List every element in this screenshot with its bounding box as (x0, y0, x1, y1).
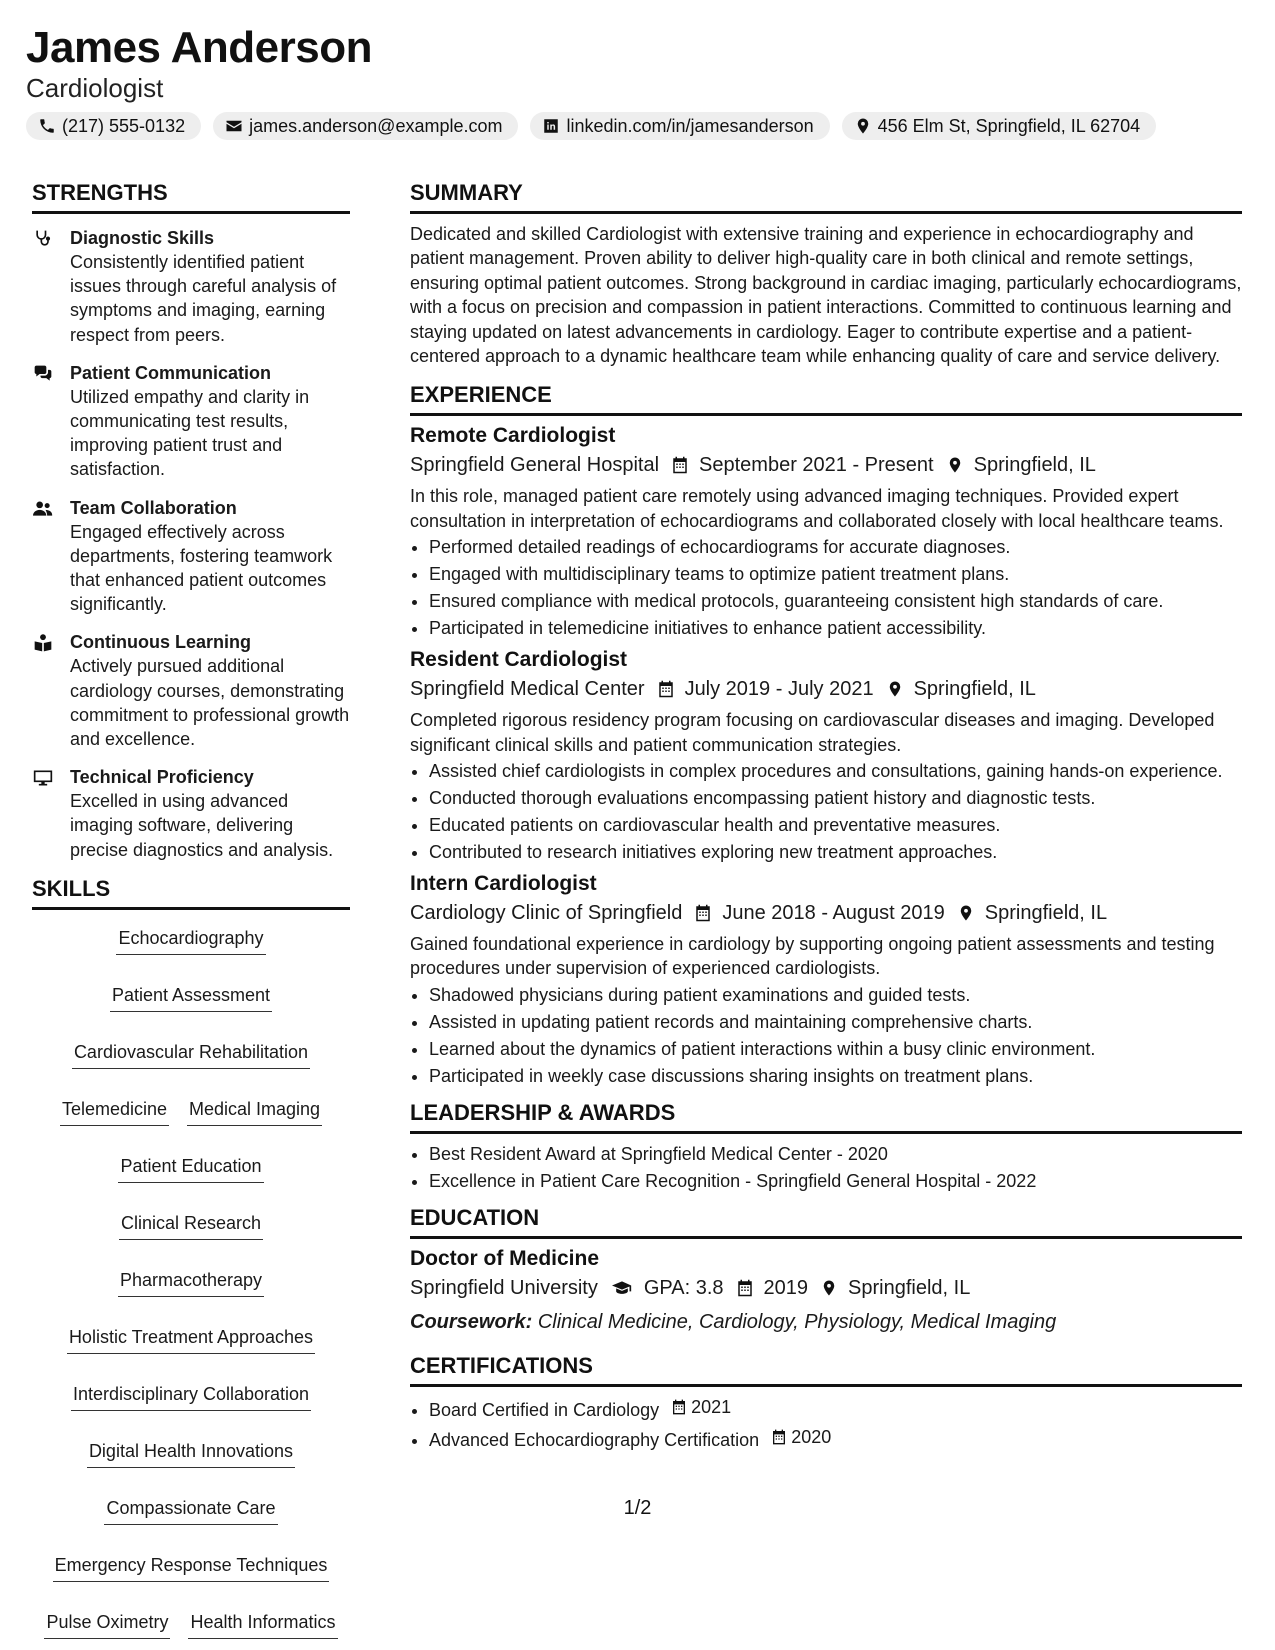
summary-heading: SUMMARY (410, 180, 1242, 214)
calendar-icon (671, 455, 689, 475)
skill-tag: Holistic Treatment Approaches (67, 1325, 315, 1354)
linkedin-chip[interactable] (530, 112, 829, 140)
skills-heading: SKILLS (32, 876, 350, 910)
job-bullets (410, 535, 1242, 640)
stethoscope-icon (32, 229, 54, 249)
awards-list (410, 1142, 1242, 1193)
awards-heading: LEADERSHIP & AWARDS (410, 1100, 1242, 1134)
job-meta (410, 674, 1242, 704)
cert-year: 2020 (791, 1426, 832, 1447)
list-item: • Engaged with multidisciplinary teams to optimize patient treatment plans. (429, 562, 1242, 586)
job-entry (410, 870, 1242, 1088)
job-position: Remote Cardiologist (410, 424, 616, 448)
job-position: Resident Cardiologist (410, 648, 628, 672)
skill-tag: Interdisciplinary Collaboration (71, 1382, 311, 1411)
list-item: • Shadowed physicians during patient examinations and guided tests. (429, 983, 1242, 1007)
job-bullets (410, 983, 1242, 1088)
phone-chip[interactable] (26, 112, 201, 140)
school-location: Springfield, IL (848, 1276, 971, 1299)
education-section (410, 1205, 1242, 1337)
list-item: • Learned about the dynamics of patient interactions within a busy clinic environment. (429, 1037, 1242, 1061)
job-meta (410, 450, 1242, 480)
list-item: • Ensured compliance with medical protocols, guaranteeing consistent high standards of care. (429, 589, 1242, 613)
strength-desc: Utilized empathy and clarity in communicating test results, improving patient trust and satisfaction. (70, 386, 310, 480)
job-location: Springfield, IL (973, 454, 1096, 477)
address-chip[interactable] (842, 112, 1157, 140)
list-item: • Participated in telemedicine initiatives to enhance patient accessibility. (429, 616, 1242, 640)
job-entry (410, 422, 1242, 640)
job-dates: June 2018 - August 2019 (722, 902, 945, 925)
skill-tag: Echocardiography (116, 926, 265, 955)
desktop-icon (32, 768, 54, 788)
strength-desc: Actively pursued additional cardiology courses, demonstrating commitment to professional growth and excellence. (70, 656, 350, 750)
strength-name: Team Collaboration (70, 497, 237, 518)
book-reader-icon (32, 633, 54, 653)
address-text: 456 Elm St, Springfield, IL 62704 (877, 116, 1141, 136)
map-marker-icon (957, 903, 975, 923)
certifications-heading: CERTIFICATIONS (410, 1353, 1242, 1387)
job-location: Springfield, IL (984, 902, 1108, 925)
calendar-icon (736, 1278, 754, 1298)
strength-desc: Excelled in using advanced imaging software, delivering precise diagnostics and analysis. (70, 791, 334, 860)
skill-tag: Patient Assessment (110, 983, 272, 1012)
strength-item (32, 496, 350, 617)
skill-tag: Cardiovascular Rehabilitation (72, 1040, 310, 1069)
calendar-icon (694, 903, 712, 923)
map-marker-icon (886, 679, 904, 699)
list-item: • Excellence in Patient Care Recognition - Springfield General Hospital - 2022 (429, 1169, 1242, 1193)
cert-year: 2021 (691, 1396, 732, 1417)
skill-tag: Pharmacotherapy (118, 1268, 264, 1297)
map-marker-icon (854, 117, 872, 135)
summary-text: Dedicated and skilled Cardiologist with extensive training and experience in echocardiography and patient management. Proven ability to deliver high-quality care in both clinical and remote settings, ensuring optimal patient outcomes. Strong background in cardiac imaging, particularly echocardiograms, with a focus on precision and compassion in patient interactions. Committed to continuous learning and staying updated on latest advancements in cardiology. Eager to contribute expertise and a patient-centered approach to a dynamic healthcare team while enhancing quality of care and service delivery. (410, 224, 1242, 367)
skill-tag: Medical Imaging (187, 1097, 322, 1126)
skill-tag: Patient Education (118, 1154, 263, 1183)
skill-tag: Digital Health Innovations (87, 1439, 295, 1468)
job-entry (410, 646, 1242, 864)
contact-bar (26, 112, 1246, 140)
education-meta (410, 1273, 1242, 1303)
skill-tag: Clinical Research (119, 1211, 263, 1240)
job-dates: September 2021 - Present (699, 454, 934, 477)
linkedin-text: linkedin.com/in/jamesanderson (566, 116, 814, 136)
phone-icon (38, 117, 56, 135)
job-description: In this role, managed patient care remotely using advanced imaging techniques. Provided expert consultation in interpretation of echocardiograms and collaborated closely with local healthcare teams. (410, 486, 1224, 531)
cert-name: Board Certified in Cardiology (429, 1399, 660, 1420)
school-name: Springfield University (410, 1276, 598, 1299)
email-chip[interactable] (213, 112, 518, 140)
candidate-name: James Anderson (26, 23, 372, 72)
job-bullets (410, 759, 1242, 864)
list-item: • Conducted thorough evaluations encompassing patient history and diagnostic tests. (429, 786, 1242, 810)
calendar-icon (657, 679, 675, 699)
strength-name: Continuous Learning (70, 632, 251, 653)
strengths-heading: STRENGTHS (32, 180, 350, 214)
comments-icon (32, 364, 54, 384)
list-item: • Participated in weekly case discussions sharing insights on treatment plans. (429, 1064, 1242, 1088)
summary-section (410, 180, 1242, 368)
linkedin-icon (542, 117, 560, 135)
skill-tag: Emergency Response Techniques (53, 1553, 330, 1582)
experience-heading: EXPERIENCE (410, 382, 1242, 416)
job-meta (410, 898, 1242, 928)
calendar-icon (671, 1398, 687, 1416)
experience-section (410, 382, 1242, 1087)
list-item (429, 1395, 1242, 1422)
phone-text: (217) 555-0132 (62, 116, 186, 136)
right-column (410, 180, 1242, 1462)
certifications-list (410, 1395, 1242, 1452)
coursework-label: Coursework: (410, 1310, 533, 1333)
envelope-icon (225, 117, 243, 135)
awards-section (410, 1100, 1242, 1193)
gpa: GPA: 3.8 (643, 1276, 724, 1299)
left-column (32, 180, 350, 1639)
list-item: • Assisted chief cardiologists in complex procedures and consultations, gaining hands-on experience. (429, 759, 1242, 783)
cert-name: Advanced Echocardiography Certification (429, 1429, 760, 1450)
strength-item (32, 226, 350, 347)
certifications-section (410, 1353, 1242, 1452)
strength-name: Patient Communication (70, 362, 272, 383)
list-item: • Best Resident Award at Springfield Medical Center - 2020 (429, 1142, 1242, 1166)
graduation-year: 2019 (763, 1276, 809, 1299)
job-position: Intern Cardiologist (410, 872, 597, 896)
strength-name: Technical Proficiency (70, 767, 254, 788)
job-company: Springfield Medical Center (410, 678, 645, 701)
coursework-list: Clinical Medicine, Cardiology, Physiology, Medical Imaging (537, 1310, 1057, 1333)
list-item: • Contributed to research initiatives exploring new treatment approaches. (429, 840, 1242, 864)
job-description: Completed rigorous residency program focusing on cardiovascular diseases and imaging. Developed significant clinical skills and patient communication strategies. (410, 710, 1215, 755)
skill-tag: Health Informatics (188, 1610, 337, 1639)
strength-item (32, 765, 350, 862)
list-item (429, 1425, 1242, 1452)
page-number: 1/2 (623, 1497, 652, 1519)
job-description: Gained foundational experience in cardiology by supporting ongoing patient assessments and testing procedures under supervision of experienced cardiologists. (410, 934, 1215, 979)
calendar-icon (771, 1428, 787, 1446)
list-item: • Performed detailed readings of echocardiograms for accurate diagnoses. (429, 535, 1242, 559)
job-company: Springfield General Hospital (410, 454, 660, 477)
users-icon (32, 499, 54, 519)
strength-item (32, 361, 350, 482)
list-item: • Educated patients on cardiovascular health and preventative measures. (429, 813, 1242, 837)
map-marker-icon (946, 455, 964, 475)
degree-name: Doctor of Medicine (410, 1246, 600, 1270)
strength-desc: Consistently identified patient issues through careful analysis of symptoms and imaging, earning respect from peers. (70, 252, 337, 345)
job-company: Cardiology Clinic of Springfield (410, 902, 683, 925)
job-title: Cardiologist (26, 73, 164, 103)
graduation-cap-icon (610, 1278, 634, 1298)
job-dates: July 2019 - July 2021 (684, 678, 874, 701)
map-marker-icon (820, 1278, 838, 1298)
resume-header (26, 22, 1246, 140)
strength-name: Diagnostic Skills (70, 228, 215, 248)
coursework (410, 1307, 1242, 1337)
email-text: james.anderson@example.com (249, 116, 503, 136)
strength-desc: Engaged effectively across departments, fostering teamwork that enhanced patient outcomes significantly. (70, 521, 333, 615)
skill-tag: Compassionate Care (104, 1496, 277, 1525)
skill-tag: Pulse Oximetry (44, 1610, 170, 1639)
list-item: • Assisted in updating patient records and maintaining comprehensive charts. (429, 1010, 1242, 1034)
skills-list (32, 922, 350, 1639)
strength-item (32, 630, 350, 751)
education-heading: EDUCATION (410, 1205, 1242, 1239)
skill-tag: Telemedicine (60, 1097, 169, 1126)
job-location: Springfield, IL (913, 678, 1036, 701)
